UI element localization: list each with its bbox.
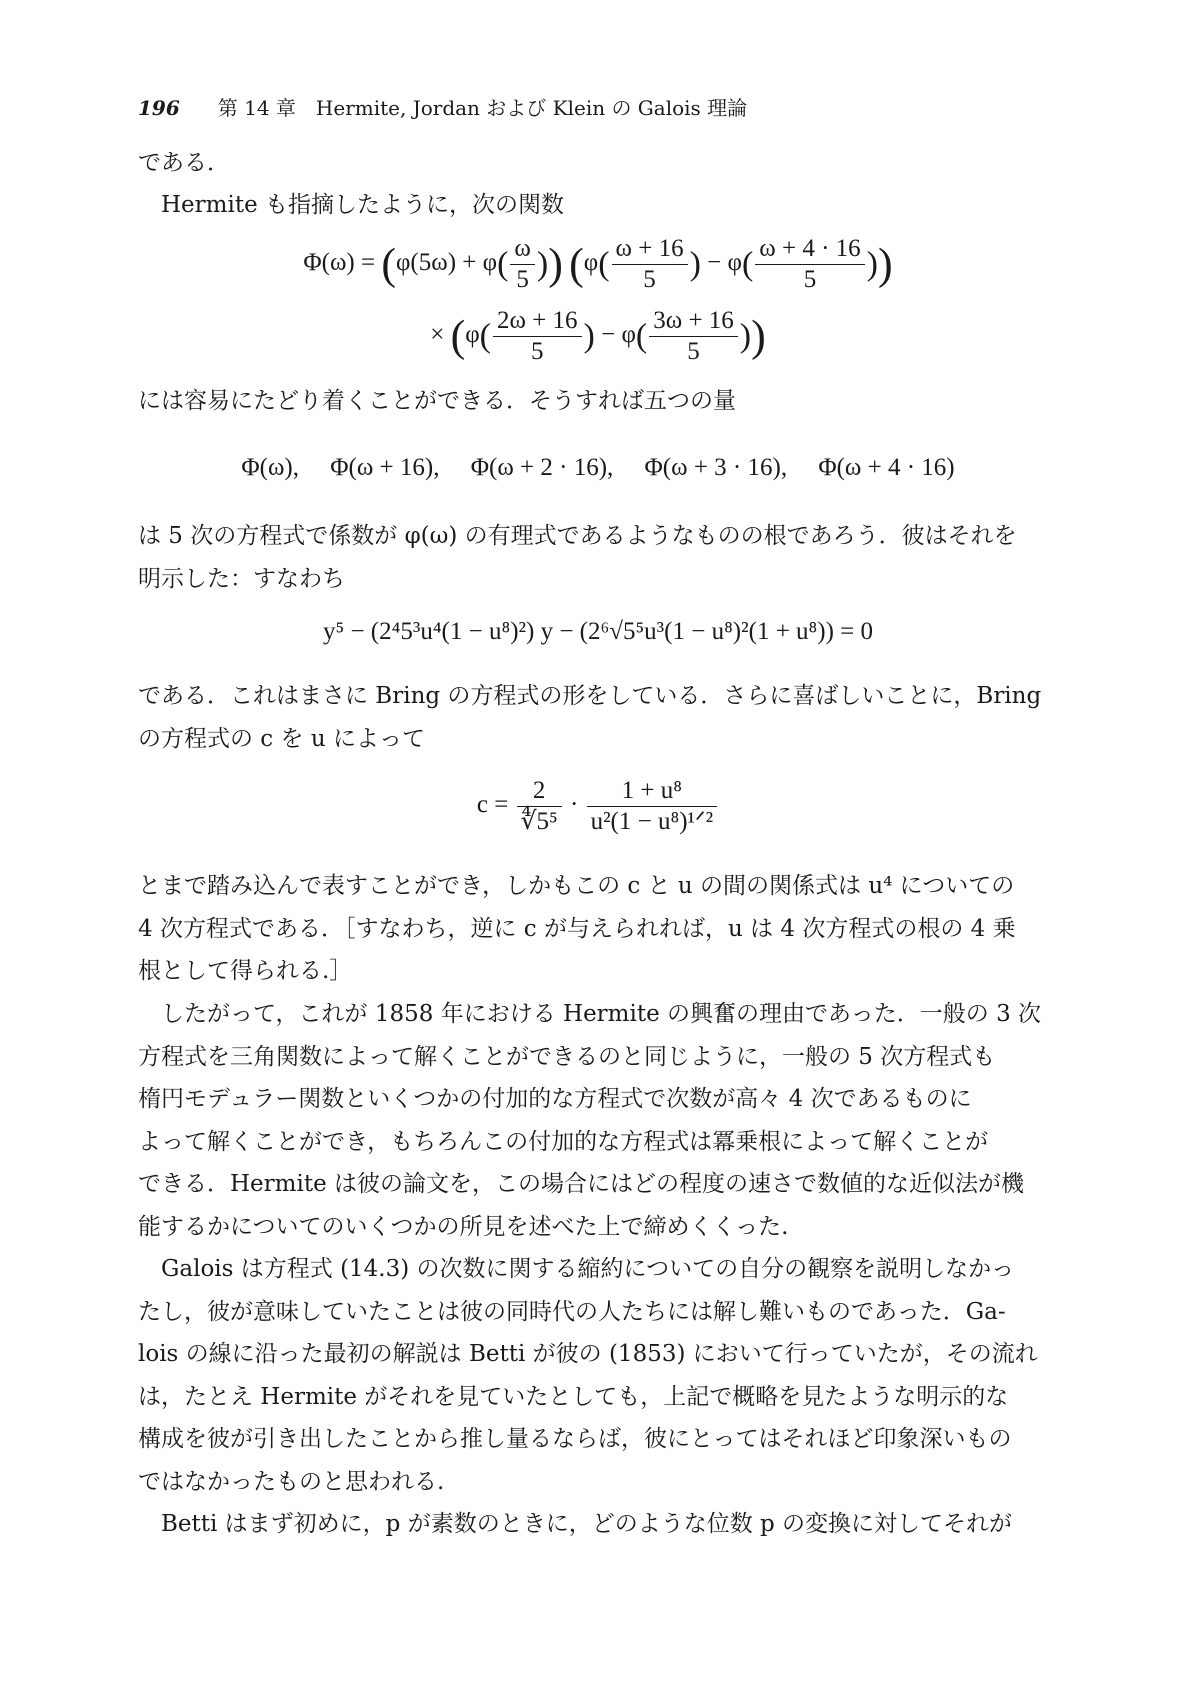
paren: ) xyxy=(548,239,563,289)
denominator: 5 xyxy=(803,265,817,293)
denominator: 5 xyxy=(643,265,656,293)
numerator: 2ω + 16 xyxy=(493,306,582,337)
paren: ) xyxy=(536,245,549,283)
paragraph-2 xyxy=(138,184,1058,227)
numerator: 1 + u⁸ xyxy=(587,776,718,807)
paren: ( xyxy=(569,239,584,289)
fraction xyxy=(649,306,738,367)
text-line: Galois は方程式 (14.3) の次数に関する縮約についての自分の観察を説明しなかっ xyxy=(161,1256,1015,1282)
paren: ) xyxy=(583,317,595,355)
paragraph-7 xyxy=(138,993,1058,1248)
eq-lhs: c = xyxy=(476,791,509,818)
eq-term: − φ xyxy=(601,321,636,348)
text-line: したがって，これが 1858 年における Hermite の興奮の理由であった．一般の 3 次 xyxy=(161,1001,1042,1027)
text-line: の方程式の c を u によって xyxy=(138,725,425,752)
paren: ) xyxy=(689,245,701,283)
paragraph-9 xyxy=(138,1503,1058,1546)
text-line: 4 次方程式である．［すなわち，逆に c が与えられれば，u は 4 次方程式の根の 4 乗 xyxy=(138,915,1016,942)
paren: ) xyxy=(877,239,893,289)
text-line: 楕円モデュラー関数といくつかの付加的な方程式で次数が高々 4 次であるものに xyxy=(138,1086,972,1112)
text-line: Hermite も指摘したように，次の関数 xyxy=(161,192,564,218)
eq-times: × xyxy=(430,321,445,348)
text-line: ではなかったものと思われる. xyxy=(138,1468,445,1495)
paren: ( xyxy=(479,317,491,355)
text-line: は 5 次の方程式で係数が φ(ω) の有理式であるようなものの根であろう．彼はそれを xyxy=(138,523,1017,549)
numerator: ω xyxy=(510,234,534,265)
paren: ( xyxy=(598,245,610,283)
text-line: 構成を彼が引き出したことから推し量るならば，彼にとってはそれほど印象深いもの xyxy=(138,1426,1012,1452)
fraction xyxy=(510,234,534,295)
fraction xyxy=(587,776,718,837)
text-line: 能するかについてのいくつかの所見を述べた上で締めくくった. xyxy=(138,1213,789,1240)
paragraph-6 xyxy=(138,865,1058,993)
fraction xyxy=(517,776,562,837)
numerator: ω + 16 xyxy=(612,234,688,265)
chapter-title: 第 14 章 Hermite, Jordan および Klein の Galois 理論 xyxy=(217,96,748,120)
denominator: ∜5⁵ xyxy=(520,807,558,835)
equation-c xyxy=(138,770,1058,840)
paren: ) xyxy=(866,245,878,283)
text-line: 明示した：すなわち xyxy=(138,565,345,592)
text-line: である． xyxy=(138,150,230,176)
equation-phi-line2 xyxy=(138,300,1058,370)
text-line: よって解くことができ，もちろんこの付加的な方程式は冪乗根によって解くことが xyxy=(138,1128,989,1155)
equation-phi-line1 xyxy=(138,228,1058,298)
paren: ( xyxy=(635,317,648,355)
text-line: できる．Hermite は彼の論文を，この場合にはどの程度の速さで数値的な近似法が機 xyxy=(138,1171,1024,1197)
eq-term: φ(5ω) + φ xyxy=(396,249,498,276)
eq-term: φ xyxy=(583,249,599,276)
numerator: 2 xyxy=(517,776,562,807)
denominator: 5 xyxy=(687,337,700,365)
eq-term: − φ xyxy=(707,249,742,276)
text-line: lois の線に沿った最初の解説は Betti が彼の (1853) において行っていたが，その流れ xyxy=(138,1341,1038,1367)
fraction xyxy=(493,306,582,367)
numerator: ω + 4 · 16 xyxy=(755,234,864,265)
paragraph-8 xyxy=(138,1248,1058,1503)
eq-lhs: Φ(ω) = xyxy=(303,249,376,276)
paragraph-3 xyxy=(138,380,1058,423)
paragraph-4 xyxy=(138,515,1058,600)
paren: ( xyxy=(381,239,396,289)
page-number: 196 xyxy=(138,96,180,120)
denominator: 5 xyxy=(516,265,529,293)
fraction xyxy=(612,234,688,295)
text-line: 根として得られる.］ xyxy=(138,958,353,984)
paren: ) xyxy=(739,317,752,355)
text-line: には容易にたどり着くことができる．そうすれば五つの量 xyxy=(138,388,736,414)
paren: ) xyxy=(751,311,766,361)
denominator: u²(1 − u⁸)¹ᐟ² xyxy=(590,807,714,835)
running-head xyxy=(138,94,1058,122)
paragraph-5 xyxy=(138,675,1058,760)
text-line: とまで踏み込んで表すことができ，しかもこの c と u の間の関係式は u⁴ についての xyxy=(138,873,1015,899)
paragraph-1 xyxy=(138,142,1058,185)
paren: ( xyxy=(741,245,754,283)
text-line: たし，彼が意味していたことは彼の同時代の人たちには解し難いものであった．Ga- xyxy=(138,1298,1006,1325)
text-line: 方程式を三角関数によって解くことができるのと同じように，一般の 5 次方程式も xyxy=(138,1043,996,1070)
text-line: Betti はまず初めに，p が素数のときに，どのような位数 p の変換に対してそれが xyxy=(161,1511,1013,1537)
eq-dot: · xyxy=(569,791,579,818)
equation-quantities: Φ(ω), Φ(ω + 16), Φ(ω + 2 · 16), Φ(ω + 3 · 16), Φ(ω + 4 · 16) xyxy=(241,454,955,481)
denominator: 5 xyxy=(531,337,544,365)
eq-term: φ xyxy=(465,321,480,348)
numerator: 3ω + 16 xyxy=(649,306,738,337)
paren: ( xyxy=(450,311,466,361)
fraction xyxy=(755,234,864,295)
text-line: である．これはまさに Bring の方程式の形をしている．さらに喜ばしいことに，Bring xyxy=(138,683,1042,709)
paren: ( xyxy=(497,245,509,283)
equation-quintic: y⁵ − (2⁴5³u⁴(1 − u⁸)²) y − (2⁶√5⁵u³(1 − u⁸)²(1 + u⁸)) = 0 xyxy=(322,618,874,645)
text-line: は，たとえ Hermite がそれを見ていたとしても，上記で概略を見たような明示的な xyxy=(138,1383,1009,1410)
